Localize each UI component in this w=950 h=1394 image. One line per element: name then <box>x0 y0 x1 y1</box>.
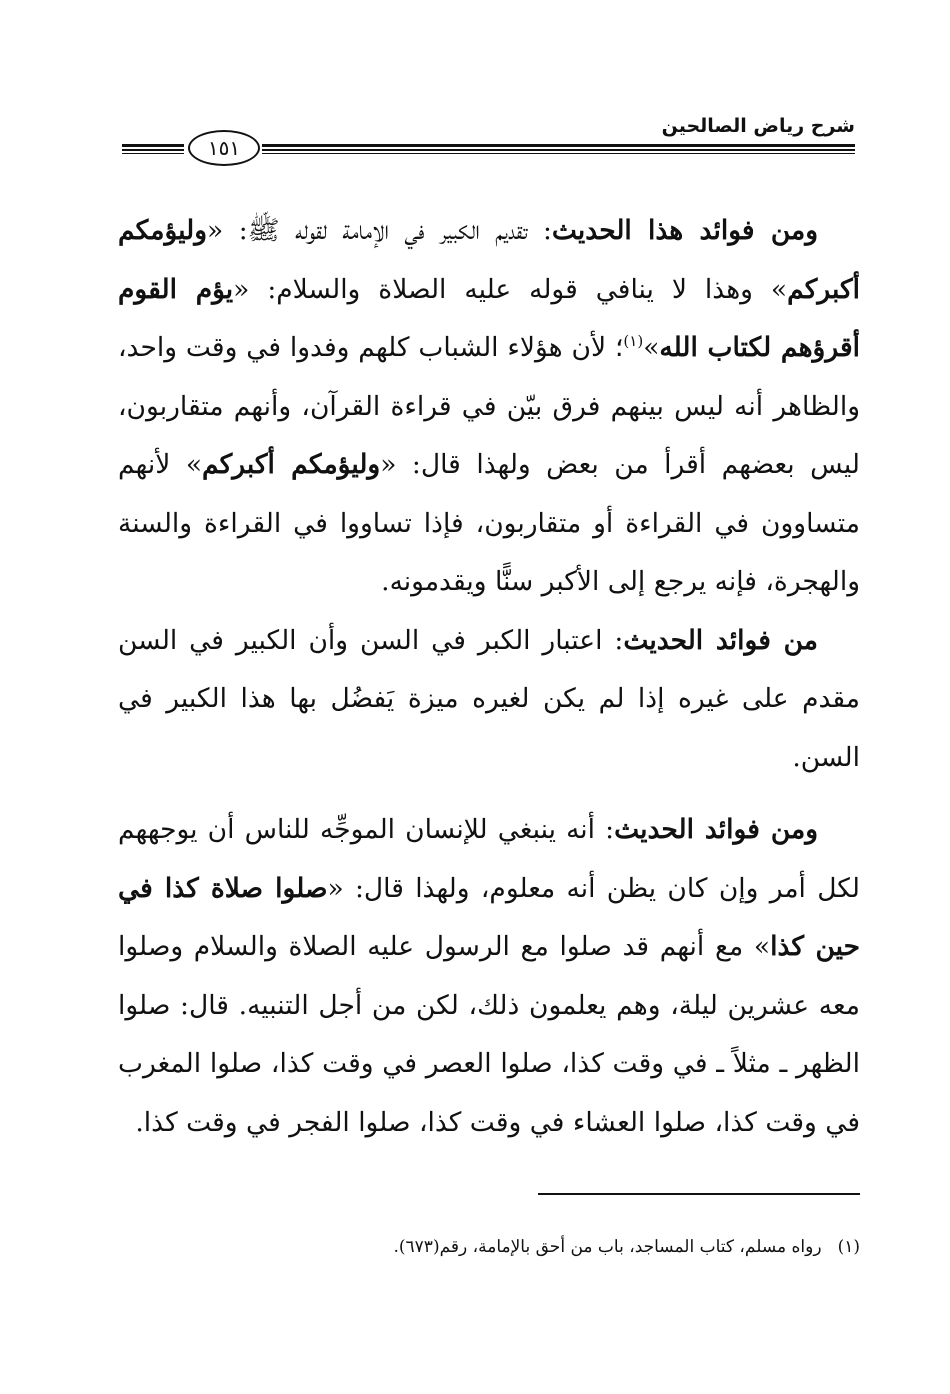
text-segment: : تقديم الكبير في الإمامة لقوله ﷺ: « <box>207 215 552 246</box>
page-body <box>118 202 860 1152</box>
paragraph-lead: من فوائد الحديث <box>623 624 818 656</box>
text-segment: : اعتبار الكبر في السن وأن الكبير في السن مقدم على غيره إذا لم يكن لغيره ميزة يَفضُل بها هذا الكبير في السن. <box>118 624 860 773</box>
page-number: ١٥١ <box>188 130 260 166</box>
running-header <box>122 112 855 172</box>
text-segment: » مع أنهم قد صلوا مع الرسول عليه الصلاة والسلام وصلوا معه عشرين ليلة، وهم يعلمون ذلك، لكن من أجل التنبيه. قال: صلوا الظهر ـ مثلاً ـ في وقت كذا، صلوا العصر في وقت كذا، صلوا المغرب في وقت كذا، صلوا العشاء في وقت كذا، صلوا الفجر في وقت كذا. <box>118 931 860 1138</box>
quote-segment: وليؤمكم أكبركم <box>118 215 860 305</box>
footnote-number: (١) <box>837 1237 860 1257</box>
quote-segment: صلوا صلاة كذا في حين كذا <box>118 872 860 962</box>
quote-segment: يؤم القوم أقرؤهم لكتاب الله <box>118 273 860 363</box>
paragraph-1 <box>118 202 860 612</box>
header-rule-right <box>262 144 855 151</box>
footnote-text: رواه مسلم، كتاب المساجد، باب من أحق بالإمامة، رقم(٦٧٣). <box>393 1237 822 1257</box>
footnote-divider <box>538 1193 860 1195</box>
text-segment: » <box>643 332 660 363</box>
text-segment: » لأنهم متساوون في القراءة أو متقاربون، فإذا تساووا في القراءة والسنة والهجرة، فإنه يرجع إلى الأكبر سنًّا ويقدمونه. <box>118 449 860 597</box>
text-segment: ؛ لأن هؤلاء الشباب كلهم وفدوا في وقت واحد، والظاهر أنه ليس بينهم فرق بيّن في قراءة القرآن، وأنهم متقاربون، ليس بعضهم أقرأ من بعض ولهذا قال: « <box>118 332 860 480</box>
header-rule-left <box>122 144 184 151</box>
quote-segment: وليؤمكم أكبركم <box>202 449 381 480</box>
text-segment: » وهذا لا ينافي قوله عليه الصلاة والسلام: « <box>233 273 788 305</box>
text-segment: : أنه ينبغي للإنسان الموجِّه للناس أن يوجههم لكل أمر وإن كان يظن أنه معلوم، ولهذا قال: « <box>118 814 860 904</box>
footnote-ref[interactable]: (١) <box>623 332 644 351</box>
paragraph-3 <box>118 801 860 1152</box>
footnote <box>393 1233 860 1261</box>
paragraph-lead: ومن فوائد الحديث <box>614 814 818 845</box>
paragraph-lead: ومن فوائد هذا الحديث <box>551 215 818 246</box>
book-title: شرح رياض الصالحين <box>661 115 855 137</box>
paragraph-2 <box>118 612 860 788</box>
